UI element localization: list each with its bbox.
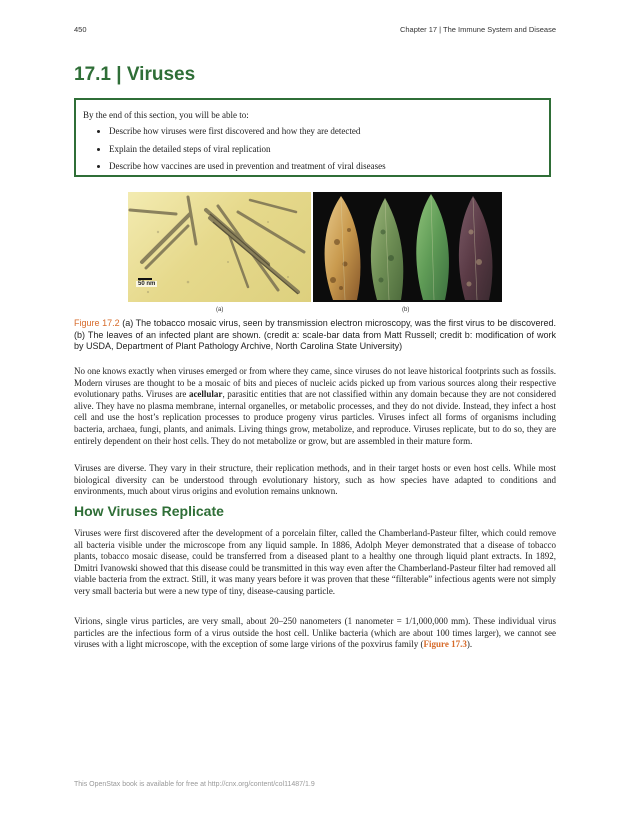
figure-caption-label: Figure 17.2 <box>74 318 120 328</box>
figure-caption-text: (a) The tobacco mosaic virus, seen by transmission electron microscopy, was the first virus to be discovered. (b) The leaves of an infected plant are shown. (credit a: scale-bar data from Matt Russell; credit b: modification of work by USDA, Department of Plant Pathology Archive, North Carolina State University) <box>74 318 556 352</box>
paragraph-text: Virions, single virus particles, are very small, about 20–250 nanometers (1 nanometer = 1/1,000,000 mm). These individual virus particles are the infectious form of a virus outside the host cell. Unlike bacteria (which are about 100 times larger), we cannot see viruses with a light microscope, with the exception of some large virions of the poxvirus family ( <box>74 616 556 650</box>
page-footer: This OpenStax book is available for free at http://cnx.org/content/col11487/1.9 <box>74 781 315 788</box>
scale-bar-label: 50 nm <box>138 281 156 287</box>
paragraph-text: No one knows exactly when viruses emerged or from where they came, since viruses do not leave historical footprints such as fossils. Modern viruses are thought to be a mosaic of bits and pieces of nucleic acids picked up from various sources along their respective evolutionary paths. Viruses are <box>74 366 556 400</box>
paragraph-discovery: Viruses were first discovered after the development of a porcelain filter, called the Chamberland-Pasteur filter, which could remove all bacteria visible under the microscope from any liquid sample. In 1886, Adolph Meyer demonstrated that a disease of tobacco plants, tobacco mosaic disease, could be transferred from a diseased plant to a healthy one through liquid plant extracts. In 1892, Dmitri Ivanowski showed that this disease could be transmitted in this way even after the Chamberland-Pasteur filter had removed all viable bacteria from the extract. Still, it was many years before it was proven that these “filterable” infectious agents were not simply very small bacteria but were a new type of tiny, disease-causing particle. <box>74 528 556 596</box>
tobacco-mosaic-virus-micrograph <box>128 192 311 302</box>
learning-objectives-box <box>74 98 551 177</box>
leaves-image <box>313 192 502 302</box>
figure-sublabels <box>128 307 502 317</box>
paragraph-virions <box>74 616 556 651</box>
paragraph-diversity: Viruses are diverse. They vary in their structure, their replication methods, and in their target hosts or even host cells. While most biological diversity can be understood through evolutionary history, such as how species have adapted to conditions and environments, much about virus origins and evolution remains unknown. <box>74 463 556 497</box>
sublabel-a: (a) <box>216 307 224 313</box>
page-header <box>74 25 556 37</box>
objective-item: • Describe how viruses were first discovered and how they are detected <box>109 126 537 137</box>
section-title: 17.1 | Viruses <box>74 64 196 85</box>
objective-item: • Describe how vaccines are used in prevention and treatment of viral diseases <box>109 161 537 172</box>
chapter-title: Chapter 17 | The Immune System and Disease <box>399 25 556 34</box>
sublabel-b: (b) <box>402 307 410 313</box>
page-number: 450 <box>74 25 87 34</box>
objectives-intro: By the end of this section, you will be able to: <box>83 110 249 120</box>
figure-17-2 <box>128 192 502 302</box>
objectives-list <box>83 126 537 172</box>
paragraph-text: ). <box>466 639 473 650</box>
objective-item: • Explain the detailed steps of viral replication <box>109 144 537 155</box>
subsection-title: How Viruses Replicate <box>74 503 224 519</box>
paragraph-origins <box>74 366 556 447</box>
paragraph-text: , parasitic entities that are not classified within any domain because they are not considered alive. They have no plasma membrane, internal organelles, or metabolic processes, and they do not divide. Instead, they infect a host cell and use the host’s replication processes to produce progeny virus particles. Viruses infect all forms of organisms including bacteria, archaea, fungi, plants, and animals. Living things grow, metabolize, and reproduce. Viruses replicate, but to do so, they are entirely dependent on their host cells. They do not metabolize or grow, but are assembled in their mature form. <box>74 389 557 446</box>
figure-caption <box>74 318 556 353</box>
key-term-acellular: acellular <box>188 389 223 400</box>
infected-leaves-photo <box>313 192 502 302</box>
figure-17-3-link[interactable]: Figure 17.3 <box>423 639 467 650</box>
